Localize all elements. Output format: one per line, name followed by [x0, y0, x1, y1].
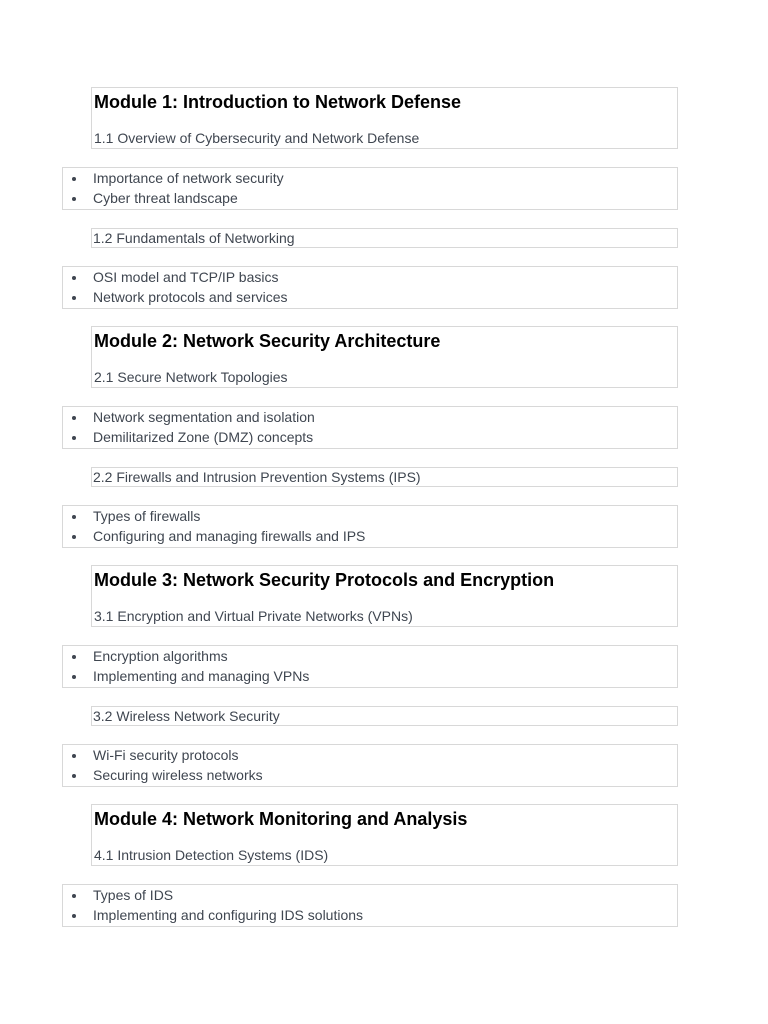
list-item [63, 746, 677, 766]
bullet-list [63, 268, 677, 307]
bullet-icon [72, 754, 76, 758]
list-item [63, 906, 677, 926]
list-item-text: Network segmentation and isolation [93, 409, 315, 425]
module-1-title: Module 1: Introduction to Network Defense [94, 92, 462, 112]
list-item [63, 507, 677, 527]
list-item [63, 189, 677, 209]
list-item [63, 766, 677, 786]
list-item [63, 169, 677, 189]
section-1-2-heading: 1.2 Fundamentals of Networking [91, 228, 678, 248]
bullet-list [63, 507, 677, 546]
list-item-text: Encryption algorithms [93, 648, 228, 664]
section-3-2-bullets [62, 744, 678, 787]
bullet-list [63, 746, 677, 785]
bullet-icon [72, 296, 76, 300]
section-2-1-bullets [62, 406, 678, 449]
section-1-1-bullets [62, 167, 678, 210]
list-item [63, 408, 677, 428]
module-4-title: Module 4: Network Monitoring and Analysis [94, 809, 468, 829]
list-item-text: Cyber threat landscape [93, 189, 238, 206]
section-3-1-heading: 3.1 Encryption and Virtual Private Networks (VPNs) [94, 608, 413, 624]
bullet-icon [72, 515, 76, 519]
list-item-text: Configuring and managing firewalls and IPS [93, 527, 366, 544]
section-4-1-heading: 4.1 Intrusion Detection Systems (IDS) [94, 847, 329, 863]
list-item [63, 288, 677, 308]
bullet-list [63, 408, 677, 447]
list-item-text: Importance of network security [93, 170, 284, 186]
bullet-icon [72, 774, 76, 778]
bullet-list [63, 886, 677, 925]
bullet-list [63, 169, 677, 208]
bullet-icon [72, 177, 76, 181]
bullet-icon [72, 276, 76, 280]
section-2-1-heading: 2.1 Secure Network Topologies [94, 369, 288, 385]
bullet-icon [72, 675, 76, 679]
bullet-icon [72, 894, 76, 898]
list-item-text: Implementing and configuring IDS solutions [93, 906, 364, 923]
list-item-text: Securing wireless networks [93, 766, 263, 783]
module-4-header [91, 804, 678, 866]
bullet-icon [72, 535, 76, 539]
section-3-2-heading: 3.2 Wireless Network Security [91, 706, 678, 726]
bullet-icon [72, 197, 76, 201]
bullet-icon [72, 436, 76, 440]
section-4-1-bullets [62, 884, 678, 927]
bullet-icon [72, 416, 76, 420]
module-2-title: Module 2: Network Security Architecture [94, 331, 441, 351]
bullet-list [63, 647, 677, 686]
list-item-text: Network protocols and services [93, 288, 288, 305]
list-item [63, 886, 677, 906]
list-item-text: OSI model and TCP/IP basics [93, 269, 279, 285]
list-item [63, 268, 677, 288]
bullet-icon [72, 655, 76, 659]
document-body [0, 87, 768, 927]
list-item [63, 527, 677, 547]
module-3-title: Module 3: Network Security Protocols and Encryption [94, 570, 555, 590]
section-2-2-bullets [62, 505, 678, 548]
section-2-2-heading: 2.2 Firewalls and Intrusion Prevention Systems (IPS) [91, 467, 678, 487]
list-item-text: Implementing and managing VPNs [93, 667, 310, 684]
list-item-text: Wi-Fi security protocols [93, 747, 239, 763]
list-item [63, 667, 677, 687]
section-1-2-bullets [62, 266, 678, 309]
list-item-text: Types of firewalls [93, 508, 201, 524]
module-2-header [91, 326, 678, 388]
section-3-1-bullets [62, 645, 678, 688]
list-item [63, 428, 677, 448]
list-item [63, 647, 677, 667]
list-item-text: Demilitarized Zone (DMZ) concepts [93, 428, 314, 445]
module-1-header [91, 87, 678, 149]
list-item-text: Types of IDS [93, 887, 174, 903]
bullet-icon [72, 914, 76, 918]
module-3-header [91, 565, 678, 627]
section-1-1-heading: 1.1 Overview of Cybersecurity and Network Defense [94, 130, 420, 146]
